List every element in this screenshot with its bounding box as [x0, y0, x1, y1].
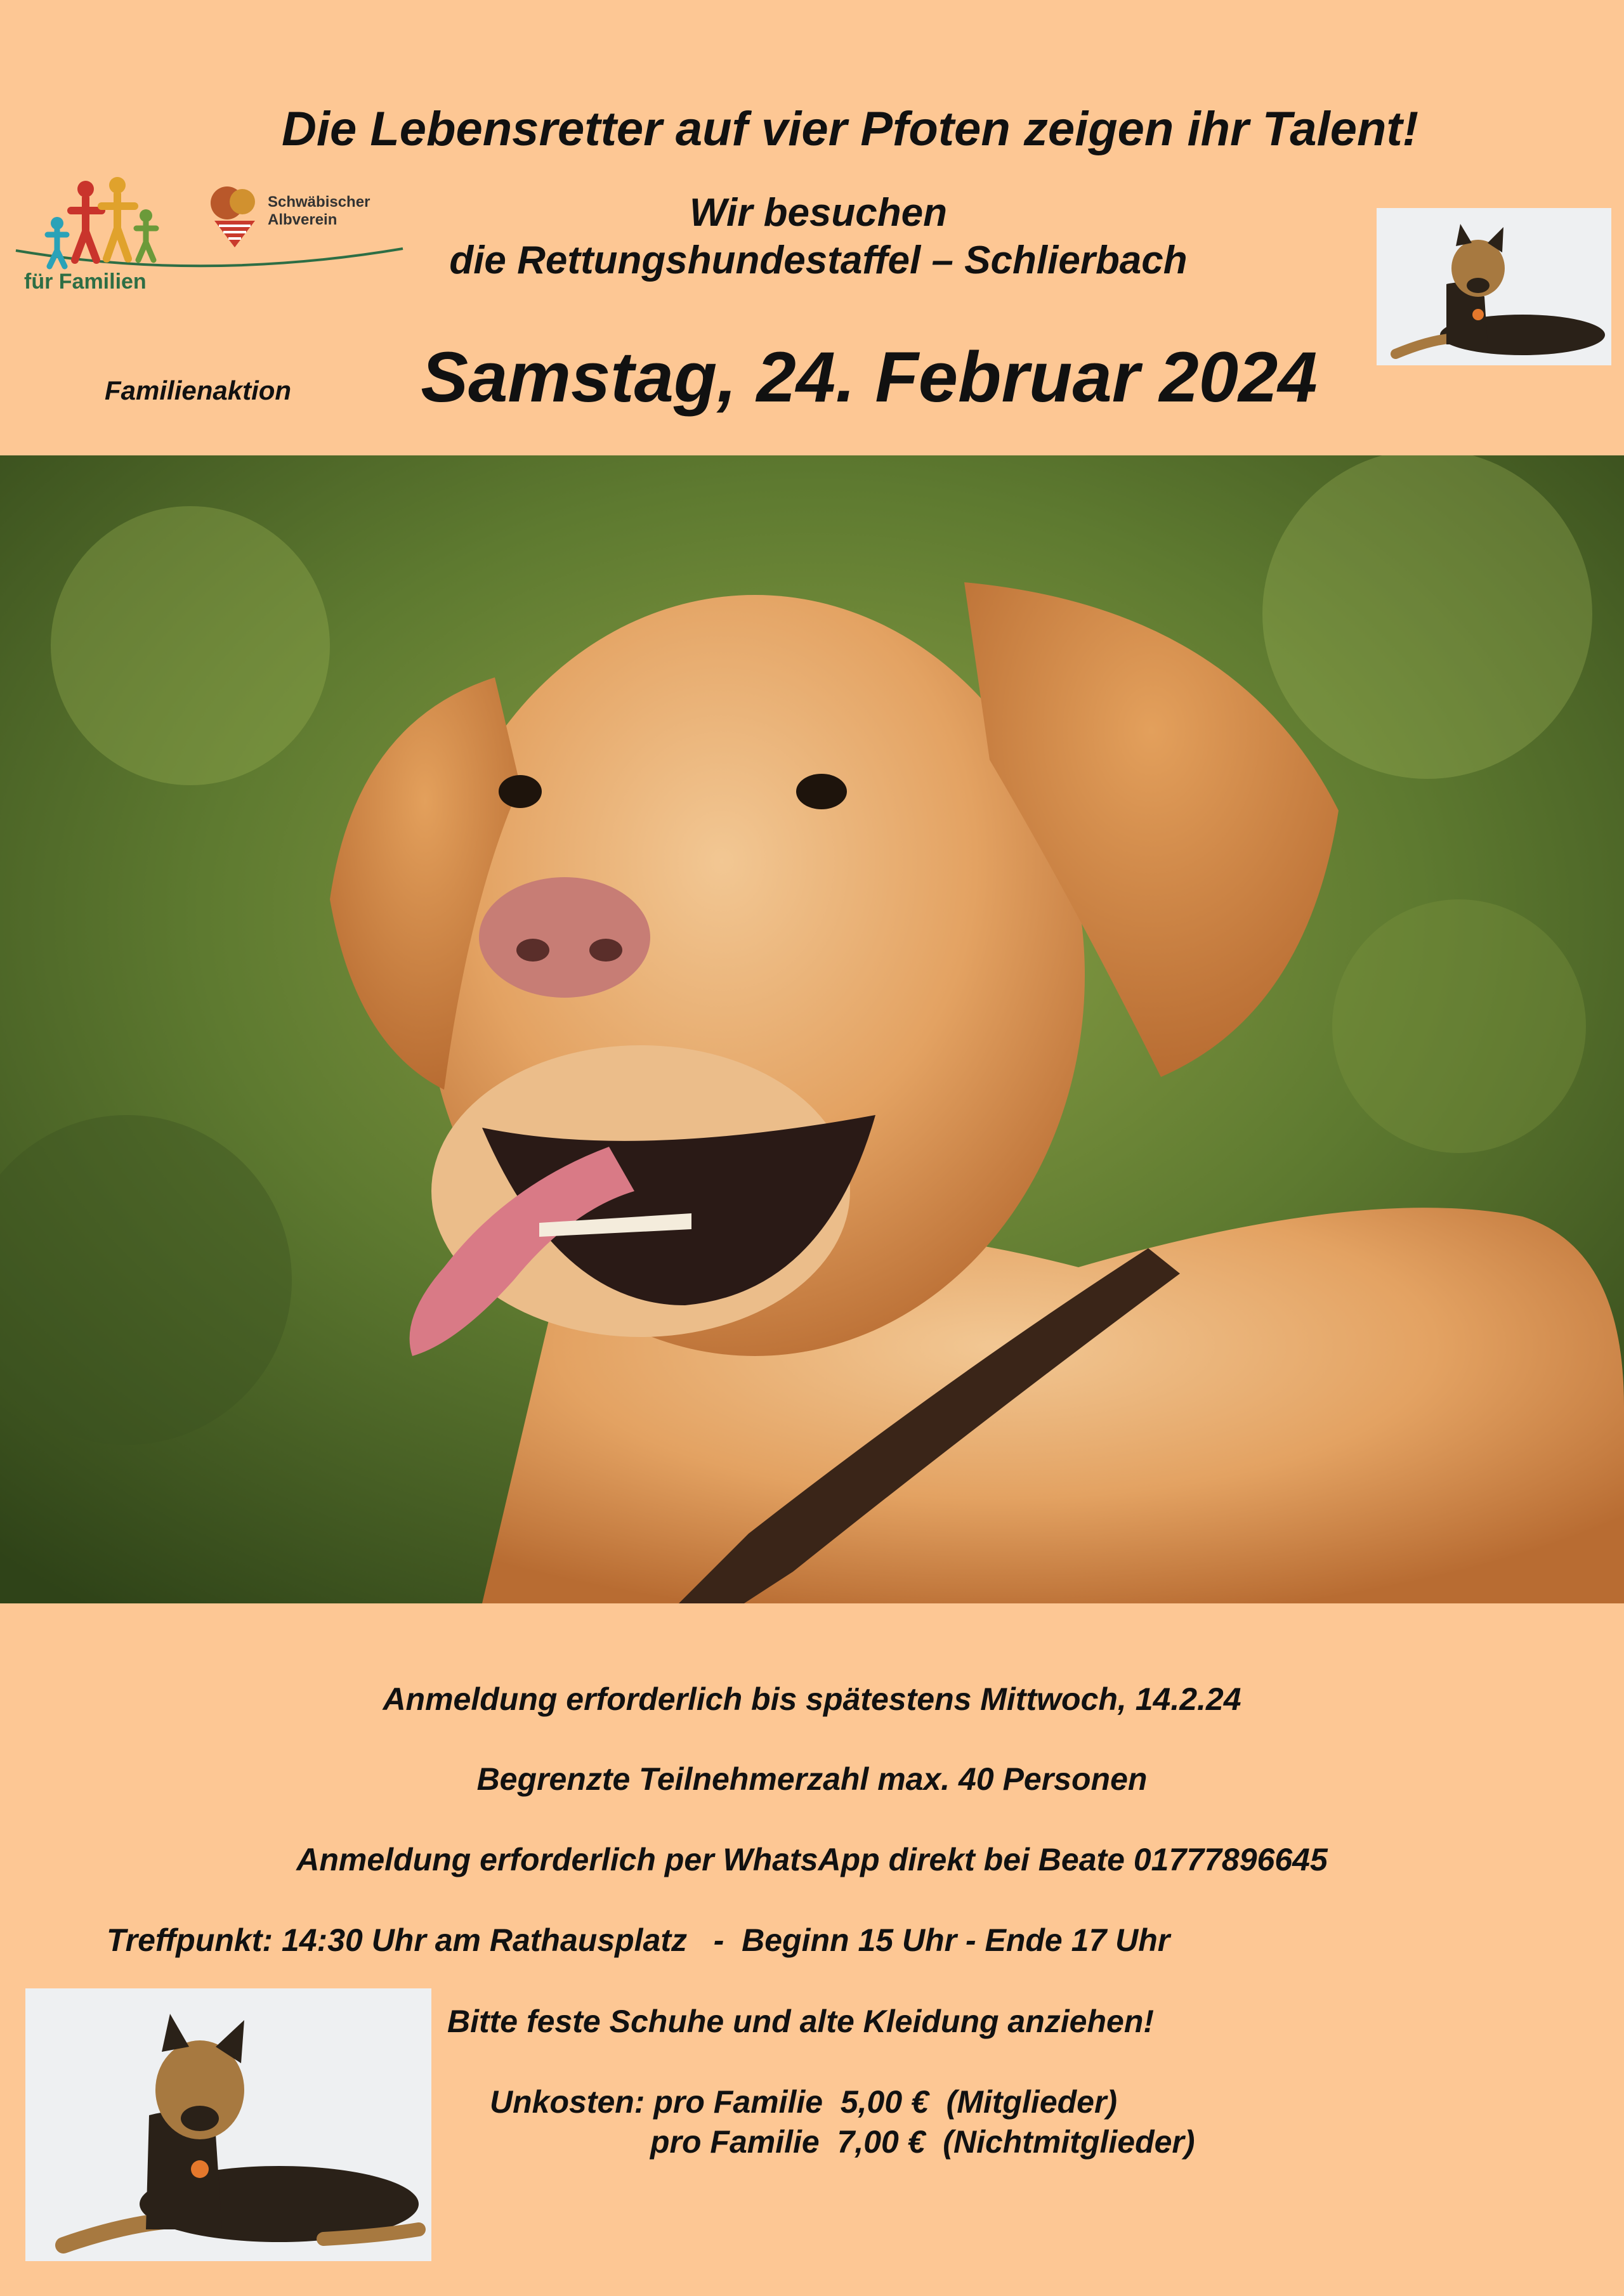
shepherd-dog-icon	[1377, 208, 1611, 365]
shepherd-dog-thumbnail-top	[1377, 208, 1611, 365]
cost-members: Unkosten: pro Familie 5,00 € (Mitglieder)	[490, 2084, 1118, 2120]
club-logo-label	[268, 193, 370, 229]
shepherd-dog-icon-bottom	[25, 1988, 431, 2261]
subtitle-line1: Wir besuchen	[690, 191, 947, 235]
cost-nonmembers: pro Familie 7,00 € (Nichtmitglieder)	[650, 2124, 1195, 2160]
clothing-note: Bitte feste Schuhe und alte Kleidung anziehen!	[447, 2004, 1155, 2039]
club-logo-line2: Albverein	[268, 211, 337, 228]
club-logo-line1: Schwäbischer	[268, 193, 370, 211]
participant-limit: Begrenzte Teilnehmerzahl max. 40 Personen	[476, 1761, 1148, 1797]
event-date: Samstag, 24. Februar 2024	[421, 337, 1318, 417]
main-dog-photo	[0, 455, 1624, 1603]
golden-retriever-icon	[0, 455, 1624, 1603]
registration-contact: Anmeldung erforderlich per WhatsApp direkt bei Beate 01777896645	[296, 1842, 1328, 1877]
family-logo-label: für Familien	[24, 270, 147, 294]
shepherd-dog-thumbnail-bottom	[25, 1988, 431, 2261]
category-label: Familienaktion	[105, 375, 292, 405]
meeting-point: Treffpunkt: 14:30 Uhr am Rathausplatz - Beginn 15 Uhr - Ende 17 Uhr	[107, 1922, 1170, 1958]
albverein-emblem-icon	[211, 186, 255, 247]
subtitle-line2: die Rettungshundestaffel – Schlierbach	[449, 238, 1188, 282]
registration-deadline: Anmeldung erforderlich bis spätestens Mittwoch, 14.2.24	[383, 1681, 1241, 1717]
headline: Die Lebensretter auf vier Pfoten zeigen ihr Talent!	[281, 102, 1418, 156]
